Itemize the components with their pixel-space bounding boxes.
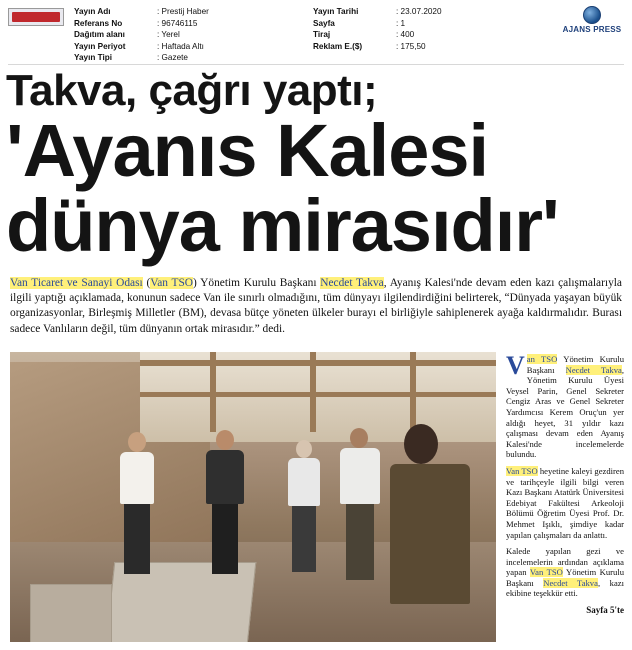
globe-icon (583, 6, 601, 24)
meta-row (74, 6, 209, 18)
ajans-press-brand (558, 6, 626, 34)
side-text: , kazı ekibine teşekkür etti. (506, 577, 624, 599)
header-divider (8, 64, 624, 65)
photo-roof-post (410, 352, 416, 432)
meta-value: : Yerel (157, 30, 180, 40)
meta-row (74, 41, 209, 53)
brand-name: AJANS PRESS (562, 25, 622, 34)
side-paragraph-1 (506, 351, 624, 460)
meta-value: : 1 (396, 18, 406, 28)
headline-line-2: 'Ayanıs Kalesi (6, 109, 489, 192)
highlight-person: Necdet Takva (565, 364, 622, 375)
meta-value: : 23.07.2020 (396, 7, 442, 16)
photo-roof-post (310, 352, 316, 432)
meta-key: Dağıtım alanı (74, 30, 125, 40)
meta-row (313, 29, 442, 41)
photo-roof-post (210, 352, 216, 432)
continued-page-ref: Sayfa 5'te (586, 605, 624, 616)
highlight-person: Necdet Takva (320, 277, 384, 289)
meta-key: Yayın Tarihi (313, 7, 359, 16)
side-paragraph-2 (506, 466, 624, 540)
highlight-org-short: Van TSO (529, 567, 563, 578)
side-text: Yönetim Kurulu Başkanı (526, 354, 624, 375)
meta-value: : Gazete (157, 53, 188, 63)
meta-value: : 400 (396, 30, 415, 40)
newspaper-logo-icon (12, 12, 60, 22)
meta-key: Reklam E.($) (313, 41, 363, 51)
headline-line-1: Takva, çağrı yaptı; (6, 66, 378, 115)
meta-row (74, 29, 209, 41)
meta-row (74, 52, 209, 64)
lead-paragraph (10, 276, 622, 337)
drop-cap: V (506, 351, 525, 380)
newspaper-logo (8, 8, 64, 26)
meta-value: : Prestij Haber (157, 7, 209, 16)
side-text: heyetine kaleyi gezdiren ve tarihçeyle ilgili bilgi veren Kazı Başkanı Atatürk Üniversitesi Edebiyat Fakültesi Arkeoloji Bölümü Öğretim Üyesi Prof. Dr. Mehmet Işıklı, şimdiye kadar yapılan çalışmaları da anlattı. (506, 465, 625, 540)
highlight-person: Necdet Takva (543, 577, 598, 588)
excavation-photo (10, 352, 496, 642)
highlight-org-short: an TSO (526, 354, 558, 364)
meta-value: : Haftada Altı (157, 41, 204, 51)
lead-text: ( (142, 277, 151, 289)
meta-key: Referans No (74, 18, 123, 28)
photo-stone-block (106, 562, 257, 642)
meta-row (74, 18, 209, 30)
photo-roof-beam (140, 392, 496, 397)
meta-key: Yayın Tipi (74, 53, 113, 63)
highlight-org-short: Van TSO (150, 277, 194, 289)
meta-row (313, 18, 442, 30)
meta-left (74, 6, 209, 64)
meta-key: Sayfa (313, 18, 335, 28)
meta-row (313, 6, 442, 18)
side-text: Kalede yapılan gezi ve incelemelerin ardından açıklama yapan (506, 546, 624, 578)
lead-text: , Ayanış Kalesi'nde devam eden kazı çalışmalarıyla ilgili yaptığı açıklamada, konunun sadece Van ile sınırlı olmadığını, tüm dünyayı ilgilendirdiğini belirterek, “Dünyada yaşayan büyük organizasyonlar, Birleşmiş Milletler (BM), devasa bütçe yöneten ülkeler burayı el birliğiyle sahiplenerek ayağa kaldırmalıdır. Burası sadece Vanlıların değil, tüm dünyanın ortak mirasıdır.” dedi. (10, 277, 622, 335)
photo-stone-block (30, 584, 112, 642)
meta-value: : 175,50 (396, 41, 426, 51)
side-text: Yönetim Kurulu Başkanı (506, 567, 624, 588)
lead-text: ) Yönetim Kurulu Başkanı (193, 277, 321, 289)
headline-line-3: dünya mirasıdır' (6, 184, 559, 267)
meta-key: Yayın Periyot (74, 41, 126, 51)
highlight-org-full: Van Ticaret ve Sanayi Odası (10, 277, 143, 289)
photo-roof-beam (140, 360, 496, 366)
side-text: , Yönetim Kurulu Üyesi Veysel Parin, Genel Sekreter Cengiz Aras ve Genel Sekreter Yardımcısı Kerem Oruç'un yer aldığı heyet, 31 yıldır kazı çalışması devam eden Ayanış Kalesi'nde incelemelerde bulundu. (506, 364, 624, 460)
meta-right (313, 6, 442, 52)
meta-row (313, 41, 442, 53)
side-paragraph-3 (506, 546, 624, 599)
meta-value: : 96746115 (157, 18, 198, 28)
meta-key: Tiraj (313, 30, 331, 40)
side-column (506, 351, 625, 616)
highlight-org-short: Van TSO (506, 465, 538, 476)
meta-key: Yayın Adı (74, 7, 111, 16)
